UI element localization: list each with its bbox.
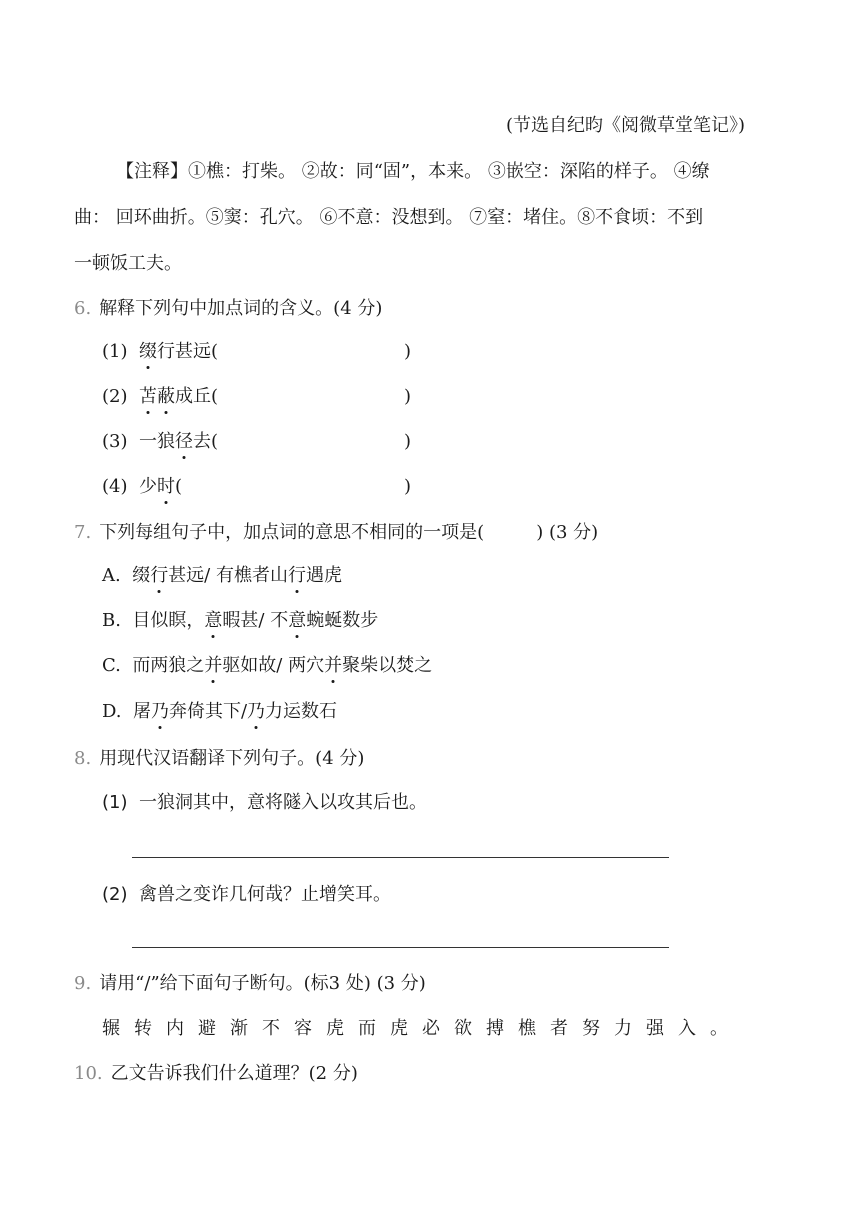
option-label: A.: [102, 565, 121, 586]
question-10: [74, 1062, 358, 1086]
question-text: 请用“/”给下面句子断句。(标3 处) (3 分): [99, 973, 426, 994]
question-number: 6.: [74, 298, 92, 319]
question-text: 下列每组句子中，加点词的意思不相同的一项是(: [99, 522, 485, 543]
annotation-line-3: 一顿饭工夫。: [74, 253, 182, 274]
item-label: (2): [102, 884, 128, 905]
question-number: 9.: [74, 973, 92, 994]
question-6: [74, 297, 382, 321]
q8-item-1: [102, 791, 427, 815]
q6-item-1-close: ): [404, 341, 412, 362]
dotted-word: 并: [324, 655, 343, 676]
option-label: B.: [102, 610, 121, 631]
question-9: [74, 972, 426, 996]
answer-line[interactable]: [132, 857, 669, 858]
dotted-word: 乃: [150, 701, 169, 722]
item-label: (3): [102, 431, 128, 452]
annotation-line-2: 曲： 回环曲折。⑤窦：孔穴。 ⑥不意：没想到。 ⑦窒：堵住。⑧不食顷：不到: [74, 207, 704, 228]
q6-item-1: (1) 缀行甚远(: [102, 341, 218, 362]
dotted-word: 缀: [138, 341, 157, 362]
question-text: 乙文告诉我们什么道理？(2 分): [110, 1063, 358, 1084]
q7-option-a: A. 缀行甚远/ 有樵者山行遇虎: [102, 565, 342, 586]
q6-item-4: (4) 少时(: [102, 476, 182, 497]
dotted-word: 行: [150, 565, 169, 586]
dotted-word: 并: [204, 655, 223, 676]
dotted-word: 行: [287, 565, 306, 586]
q7-option-d: D. 屠乃奔倚其下/乃力运数石: [102, 701, 338, 722]
option-label: C.: [102, 655, 121, 676]
dotted-word: 苫: [138, 386, 157, 407]
dotted-word: 乃: [247, 701, 266, 722]
q6-item-2-close: ): [404, 386, 412, 407]
dotted-word: 时: [156, 476, 175, 497]
dotted-word: 蔽: [156, 386, 175, 407]
q9-sentence: 辗转内避渐不容虎而虎必欲搏樵者努力强入。: [102, 1018, 742, 1039]
item-label: (2): [102, 386, 128, 407]
q6-item-3: (3) 一狼径去(: [102, 431, 218, 452]
question-text: 解释下列句中加点词的含义。(4 分): [99, 298, 383, 319]
dotted-word: 意: [288, 610, 307, 631]
question-number: 7.: [74, 522, 92, 543]
question-number: 10.: [74, 1063, 103, 1084]
item-label: (1): [102, 792, 128, 813]
annotation-line-1: 【注释】①樵：打柴。 ②故：同“固”，本来。 ③嵌空：深陷的样子。 ④缭: [116, 161, 710, 182]
question-number: 8.: [74, 748, 92, 769]
q6-item-3-close: ): [404, 431, 412, 452]
q7-option-c: C. 而两狼之并驱如故/ 两穴并聚柴以焚之: [102, 655, 433, 676]
question-8: [74, 747, 364, 771]
option-label: D.: [102, 701, 122, 722]
answer-line[interactable]: [132, 947, 669, 948]
dotted-word: 意: [204, 610, 223, 631]
q6-item-2: (2) 苫蔽成丘(: [102, 386, 218, 407]
item-label: (1): [102, 341, 128, 362]
item-label: (4): [102, 476, 128, 497]
item-text: 禽兽之变诈几何哉？止增笑耳。: [138, 884, 391, 905]
question-7: [74, 521, 598, 545]
question-points: ) (3 分): [536, 522, 599, 543]
q6-item-4-close: ): [404, 476, 412, 497]
item-text: 一狼洞其中，意将隧入以攻其后也。: [138, 792, 427, 813]
q8-item-2: [102, 883, 391, 907]
question-text: 用现代汉语翻译下列句子。(4 分): [99, 748, 365, 769]
q7-option-b: B. 目似瞑，意暇甚/ 不意蜿蜒数步: [102, 610, 379, 631]
source-note: (节选自纪昀《阅微草堂笔记》): [506, 115, 746, 136]
dotted-word: 径: [174, 431, 193, 452]
